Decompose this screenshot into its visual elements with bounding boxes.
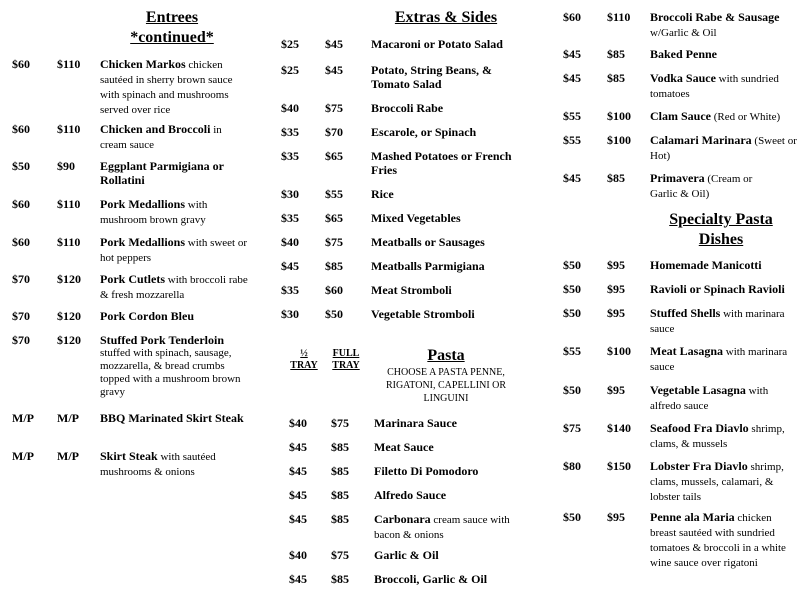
menu-item (281, 488, 531, 503)
half-tray-price: $35 (281, 283, 299, 297)
item-name: Escarole, or Spinach (371, 125, 477, 139)
full-tray-price: $95 (607, 258, 625, 272)
menu-item (563, 133, 799, 163)
item-name: Mashed Potatoes or French Fries (371, 149, 512, 177)
full-tray-price: M/P (57, 449, 79, 463)
specialty-title-line1: Specialty Pasta (669, 211, 773, 228)
half-tray-price: M/P (12, 449, 34, 463)
full-tray-price: $85 (331, 512, 349, 526)
half-tray-price: $35 (281, 211, 299, 225)
menu-item (281, 235, 531, 249)
item-name: Meatballs or Sausages (371, 235, 485, 249)
menu-item (12, 159, 250, 188)
item-description: chicken sautéed in sherry brown sauce with spinach and mushrooms served over rice (100, 59, 233, 116)
half-tray-price: $60 (12, 235, 30, 249)
half-tray-price: $55 (563, 109, 581, 123)
menu-item (563, 47, 799, 62)
full-tray-header-line1: FULL (332, 348, 360, 359)
half-tray-header-line1: ½ (300, 348, 308, 359)
item-name: Pork Cordon Bleu (100, 309, 195, 323)
item-name: Calamari Marinara (650, 133, 752, 147)
entrees-continued-label: *continued* (130, 29, 214, 46)
item-description: shrimp, clams, & mussels (650, 423, 785, 450)
item-name: Pork Medallions (100, 235, 186, 249)
item-name: Vegetable Stromboli (371, 307, 475, 321)
menu-item (563, 71, 799, 101)
item-description: with alfredo sauce (650, 385, 769, 412)
half-tray-header (287, 348, 321, 372)
half-tray-price: $45 (563, 171, 581, 185)
full-tray-price: $55 (325, 187, 343, 201)
half-tray-price: $70 (12, 272, 30, 286)
menu-item (281, 440, 531, 455)
menu-item (281, 211, 531, 225)
menu-item (563, 109, 799, 124)
menu-item (12, 309, 250, 324)
item-name: Stuffed Shells (650, 306, 721, 320)
item-description: with marinara sauce (650, 308, 785, 335)
full-tray-price: $85 (607, 71, 625, 85)
full-tray-price: $100 (607, 344, 631, 358)
menu-item (281, 259, 531, 273)
full-tray-price: $75 (331, 548, 349, 562)
item-name: Potato, String Beans, & Tomato Salad (371, 63, 492, 91)
menu-item (281, 63, 531, 91)
item-name: Homemade Manicotti (650, 258, 762, 272)
half-tray-price: $25 (281, 37, 299, 51)
extras-title: Extras & Sides (394, 9, 498, 26)
half-tray-price: $50 (563, 510, 581, 524)
item-name: Carbonara (374, 512, 431, 526)
menu-item (563, 459, 799, 504)
full-tray-price: $150 (607, 459, 631, 473)
full-tray-price: $85 (607, 171, 625, 185)
entrees-title: Entrees (145, 9, 199, 26)
half-tray-price: $60 (12, 57, 30, 71)
item-name: Seafood Fra Diavlo (650, 421, 749, 435)
full-tray-price: $85 (607, 47, 625, 61)
full-tray-price: $85 (325, 259, 343, 273)
item-description: stuffed with spinach, sausage, mozzarella, & bread crumbs topped with a mushroom brown gravy (100, 347, 241, 398)
half-tray-price: $50 (12, 159, 30, 173)
full-tray-price: $65 (325, 149, 343, 163)
menu-item (12, 235, 250, 265)
full-tray-price: $110 (57, 122, 81, 136)
menu-item (563, 171, 799, 201)
half-tray-price: $50 (563, 282, 581, 296)
item-description: chicken breast sautéed with sundried tomatoes & broccoli in a white wine sauce over rigatoni (650, 512, 786, 569)
item-description: with marinara sauce (650, 346, 788, 373)
half-tray-price: $45 (563, 47, 581, 61)
half-tray-price: $45 (281, 259, 299, 273)
item-description: (Red or White) (711, 111, 781, 123)
menu-item (281, 572, 531, 587)
item-name: Eggplant Parmigiana or Rollatini (100, 159, 224, 187)
full-tray-price: $75 (331, 416, 349, 430)
full-tray-price: $75 (325, 235, 343, 249)
item-name: Lobster Fra Diavlo (650, 459, 748, 473)
menu-item (12, 333, 250, 399)
item-name: Meat Lasagna (650, 344, 723, 358)
item-name: Marinara Sauce (374, 416, 457, 430)
menu-item (281, 416, 531, 431)
half-tray-price: $35 (281, 149, 299, 163)
menu-item (12, 411, 250, 426)
half-tray-price: $40 (281, 235, 299, 249)
menu-item (12, 197, 250, 227)
item-description: with sweet or hot peppers (100, 237, 248, 264)
menu-item (563, 344, 799, 374)
half-tray-price: $55 (563, 133, 581, 147)
half-tray-price: $40 (281, 101, 299, 115)
half-tray-price: $60 (12, 122, 30, 136)
half-tray-price: $40 (289, 416, 307, 430)
half-tray-price: $25 (281, 63, 299, 77)
menu-item (563, 306, 799, 336)
half-tray-price: $50 (563, 258, 581, 272)
half-tray-price: $40 (289, 548, 307, 562)
full-tray-price: $85 (331, 464, 349, 478)
entrees-heading (52, 8, 292, 48)
half-tray-price: $55 (563, 344, 581, 358)
half-tray-price: $60 (563, 10, 581, 24)
specialty-heading (633, 210, 804, 250)
half-tray-price: $75 (563, 421, 581, 435)
item-name: Meat Sauce (374, 440, 434, 454)
full-tray-price: $140 (607, 421, 631, 435)
half-tray-price: $50 (563, 383, 581, 397)
full-tray-price: $85 (331, 440, 349, 454)
item-name: Broccoli Rabe (371, 101, 444, 115)
full-tray-header-line2: TRAY (332, 360, 360, 371)
full-tray-price: $95 (607, 510, 625, 524)
item-name: Chicken Markos (100, 57, 186, 71)
pasta-heading-block (371, 346, 521, 405)
item-name: Garlic & Oil (374, 548, 439, 562)
specialty-title-line2: Dishes (698, 231, 744, 248)
half-tray-price: $30 (281, 187, 299, 201)
item-name: Chicken and Broccoli (100, 122, 211, 136)
item-description: (Sweet or Hot) (650, 135, 797, 162)
half-tray-price: $35 (281, 125, 299, 139)
menu-item (563, 510, 799, 570)
item-description: w/Garlic & Oil (650, 27, 717, 39)
menu-item (281, 37, 531, 51)
full-tray-price: $110 (57, 197, 81, 211)
item-description: with mushroom brown gravy (100, 199, 208, 226)
item-description: in cream sauce (100, 124, 222, 151)
item-name: Penne ala Maria (650, 510, 735, 524)
full-tray-price: $100 (607, 109, 631, 123)
menu-item (12, 57, 250, 117)
menu-item (281, 512, 531, 542)
item-description: with sundried tomatoes (650, 73, 779, 100)
item-name: Clam Sauce (650, 109, 711, 123)
menu-item (281, 548, 531, 563)
full-tray-price: $90 (57, 159, 75, 173)
half-tray-price: $45 (289, 464, 307, 478)
menu-item (12, 449, 250, 479)
full-tray-price: $85 (331, 572, 349, 586)
item-name: Stuffed Pork Tenderloin (100, 333, 225, 347)
half-tray-price: $70 (12, 309, 30, 323)
item-name: Filetto Di Pomodoro (374, 464, 479, 478)
item-name: Meat Stromboli (371, 283, 452, 297)
menu-item (281, 149, 531, 177)
item-name: Broccoli Rabe & Sausage (650, 10, 780, 24)
full-tray-price: $95 (607, 383, 625, 397)
full-tray-price: $110 (57, 57, 81, 71)
item-description: (Cream or Garlic & Oil) (650, 173, 753, 200)
full-tray-price: $110 (607, 10, 631, 24)
full-tray-price: $120 (57, 309, 81, 323)
menu-item (281, 464, 531, 479)
full-tray-price: $60 (325, 283, 343, 297)
item-description: cream sauce with bacon & onions (374, 514, 510, 541)
menu-item (563, 421, 799, 451)
full-tray-price: $120 (57, 272, 81, 286)
menu-item (12, 122, 250, 152)
item-name: Pork Cutlets (100, 272, 165, 286)
menu-item (281, 101, 531, 115)
full-tray-price: $95 (607, 306, 625, 320)
full-tray-price: $75 (325, 101, 343, 115)
item-name: Macaroni or Potato Salad (371, 37, 503, 51)
half-tray-price: $45 (289, 488, 307, 502)
half-tray-price: $60 (12, 197, 30, 211)
full-tray-price: $65 (325, 211, 343, 225)
full-tray-price: $120 (57, 333, 81, 347)
menu-item (563, 383, 799, 413)
half-tray-price: $80 (563, 459, 581, 473)
full-tray-header (329, 348, 363, 372)
half-tray-price: $30 (281, 307, 299, 321)
menu-item (281, 187, 531, 201)
item-name: Mixed Vegetables (371, 211, 461, 225)
full-tray-price: $85 (331, 488, 349, 502)
full-tray-price: $100 (607, 133, 631, 147)
menu-item (281, 307, 531, 321)
item-name: Broccoli, Garlic & Oil (374, 572, 488, 586)
item-name: Pork Medallions (100, 197, 186, 211)
half-tray-price: $45 (289, 440, 307, 454)
half-tray-price: $70 (12, 333, 30, 347)
item-description: with sautéed mushrooms & onions (100, 451, 216, 478)
full-tray-price: $45 (325, 63, 343, 77)
menu-item (12, 272, 250, 302)
item-name: Vegetable Lasagna (650, 383, 746, 397)
full-tray-price: $50 (325, 307, 343, 321)
full-tray-price: M/P (57, 411, 79, 425)
menu-item (563, 282, 799, 297)
half-tray-price: M/P (12, 411, 34, 425)
half-tray-price: $50 (563, 306, 581, 320)
half-tray-header-line2: TRAY (290, 360, 318, 371)
menu-item (281, 125, 531, 139)
item-name: Primavera (650, 171, 705, 185)
item-name: Ravioli or Spinach Ravioli (650, 282, 785, 296)
half-tray-price: $45 (289, 572, 307, 586)
pasta-choice-note: CHOOSE A PASTA PENNE, RIGATONI, CAPELLINI OR LINGUINI (385, 367, 507, 404)
menu-item (563, 10, 799, 40)
full-tray-price: $45 (325, 37, 343, 51)
full-tray-price: $70 (325, 125, 343, 139)
item-name: Skirt Steak (100, 449, 158, 463)
item-name: Meatballs Parmigiana (371, 259, 485, 273)
tray-size-headers (281, 348, 371, 376)
item-name: Alfredo Sauce (374, 488, 447, 502)
full-tray-price: $110 (57, 235, 81, 249)
item-description: with broccoli rabe & fresh mozzarella (100, 274, 248, 301)
full-tray-price: $95 (607, 282, 625, 296)
item-description: shrimp, clams, mussels, calamari, & lobster tails (650, 461, 784, 503)
item-name: BBQ Marinated Skirt Steak (100, 411, 244, 425)
menu-item (281, 283, 531, 297)
half-tray-price: $45 (563, 71, 581, 85)
menu-item (563, 258, 799, 273)
half-tray-price: $45 (289, 512, 307, 526)
item-name: Rice (371, 187, 394, 201)
pasta-title: Pasta (427, 347, 465, 364)
item-name: Baked Penne (650, 47, 718, 61)
item-name: Vodka Sauce (650, 71, 716, 85)
